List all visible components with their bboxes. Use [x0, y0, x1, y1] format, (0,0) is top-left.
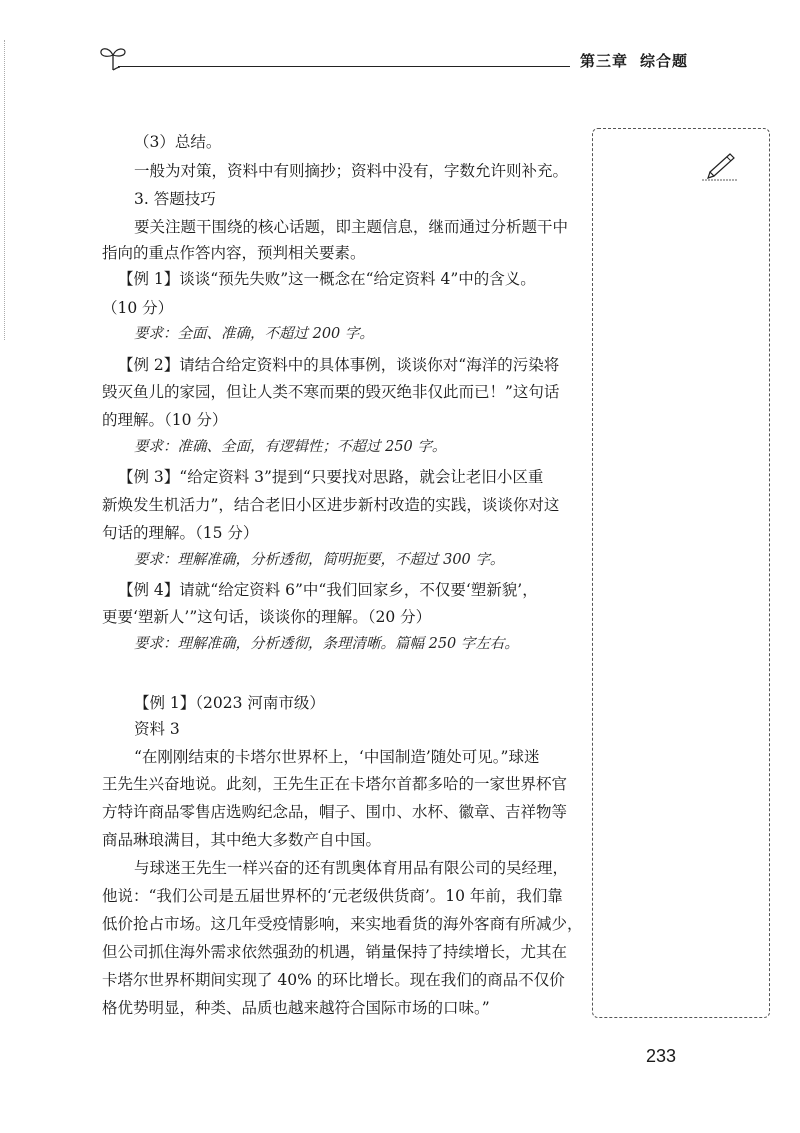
- body-line: 要关注题干围绕的核心话题，即主题信息，继而通过分析题干中: [134, 218, 569, 236]
- example-line: 的理解。（10 分）: [102, 411, 228, 429]
- material-line: 王先生兴奋地说。此刻，王先生正在卡塔尔首都多哈的一家世界杯官: [102, 775, 568, 793]
- header-rule: [118, 66, 570, 67]
- material-label: 资料 3: [134, 720, 180, 738]
- chapter-label: 第三章: [580, 52, 629, 70]
- material-line: 商品琳琅满目，其中绝大多数产自中国。: [102, 831, 382, 849]
- chapter-title: 综合题: [640, 52, 689, 70]
- material-line: 卡塔尔世界杯期间实现了 40% 的环比增长。现在我们的商品不仅价: [102, 971, 565, 989]
- example-line: 更要‘塑新人’”这句话，谈谈你的理解。（20 分）: [102, 608, 432, 626]
- pencil-icon: [700, 146, 740, 182]
- material-line: 格优势明显，种类、品质也越来越符合国际市场的口味。”: [102, 999, 490, 1017]
- body-line: 指向的重点作答内容，预判相关要素。: [102, 244, 366, 262]
- material-line: 与球迷王先生一样兴奋的还有凯奥体育用品有限公司的吴经理，: [134, 859, 569, 877]
- example-line: 句话的理解。（15 分）: [102, 524, 259, 542]
- body-line: （3）总结。: [134, 133, 222, 151]
- material-line: 他说：“我们公司是五届世界杯的‘元老级供货商’。10 年前，我们靠: [102, 887, 563, 905]
- material-line: 低价抢占市场。这几年受疫情影响，来实地看货的海外客商有所减少，: [102, 915, 583, 933]
- example-line: 【例 3】“给定资料 3”提到“只要找对思路，就会让老旧小区重: [118, 468, 544, 486]
- requirement-line: 要求：准确、全面，有逻辑性；不超过 250 字。: [134, 439, 447, 455]
- example-heading: 【例 1】（2023 河南市级）: [134, 694, 325, 712]
- example-line: 【例 1】谈谈“预先失败”这一概念在“给定资料 4”中的含义。: [118, 270, 536, 288]
- example-line: 毁灭鱼儿的家园，但让人类不寒而栗的毁灭绝非仅此而已！”这句话: [102, 383, 560, 401]
- example-line: 【例 4】请就“给定资料 6”中“我们回家乡，不仅要‘塑新貌’，: [118, 581, 538, 599]
- body-line: 一般为对策，资料中有则摘抄；资料中没有，字数允许则补充。: [134, 162, 569, 180]
- page-number: 233: [646, 1046, 677, 1066]
- requirement-line: 要求：理解准确，分析透彻，条理清晰。篇幅 250 字左右。: [134, 636, 519, 652]
- binding-dots: [4, 40, 5, 340]
- notes-box: [592, 128, 770, 1018]
- section-heading: 3. 答题技巧: [134, 190, 216, 208]
- example-line: （10 分）: [102, 299, 174, 317]
- sprout-icon: [98, 42, 128, 72]
- material-line: “在刚刚结束的卡塔尔世界杯上，‘中国制造’随处可见。”球迷: [134, 748, 540, 766]
- example-line: 新焕发生机活力”，结合老旧小区进步新村改造的实践，谈谈你对这: [102, 496, 560, 514]
- requirement-line: 要求：全面、准确，不超过 200 字。: [134, 326, 374, 342]
- material-line: 但公司抓住海外需求依然强劲的机遇，销量保持了持续增长，尤其在: [102, 943, 568, 961]
- material-line: 方特许商品零售店选购纪念品，帽子、围巾、水杯、徽章、吉祥物等: [102, 803, 568, 821]
- example-line: 【例 2】请结合给定资料中的具体事例，谈谈你对“海洋的污染将: [118, 356, 560, 374]
- requirement-line: 要求：理解准确，分析透彻，简明扼要，不超过 300 字。: [134, 552, 505, 568]
